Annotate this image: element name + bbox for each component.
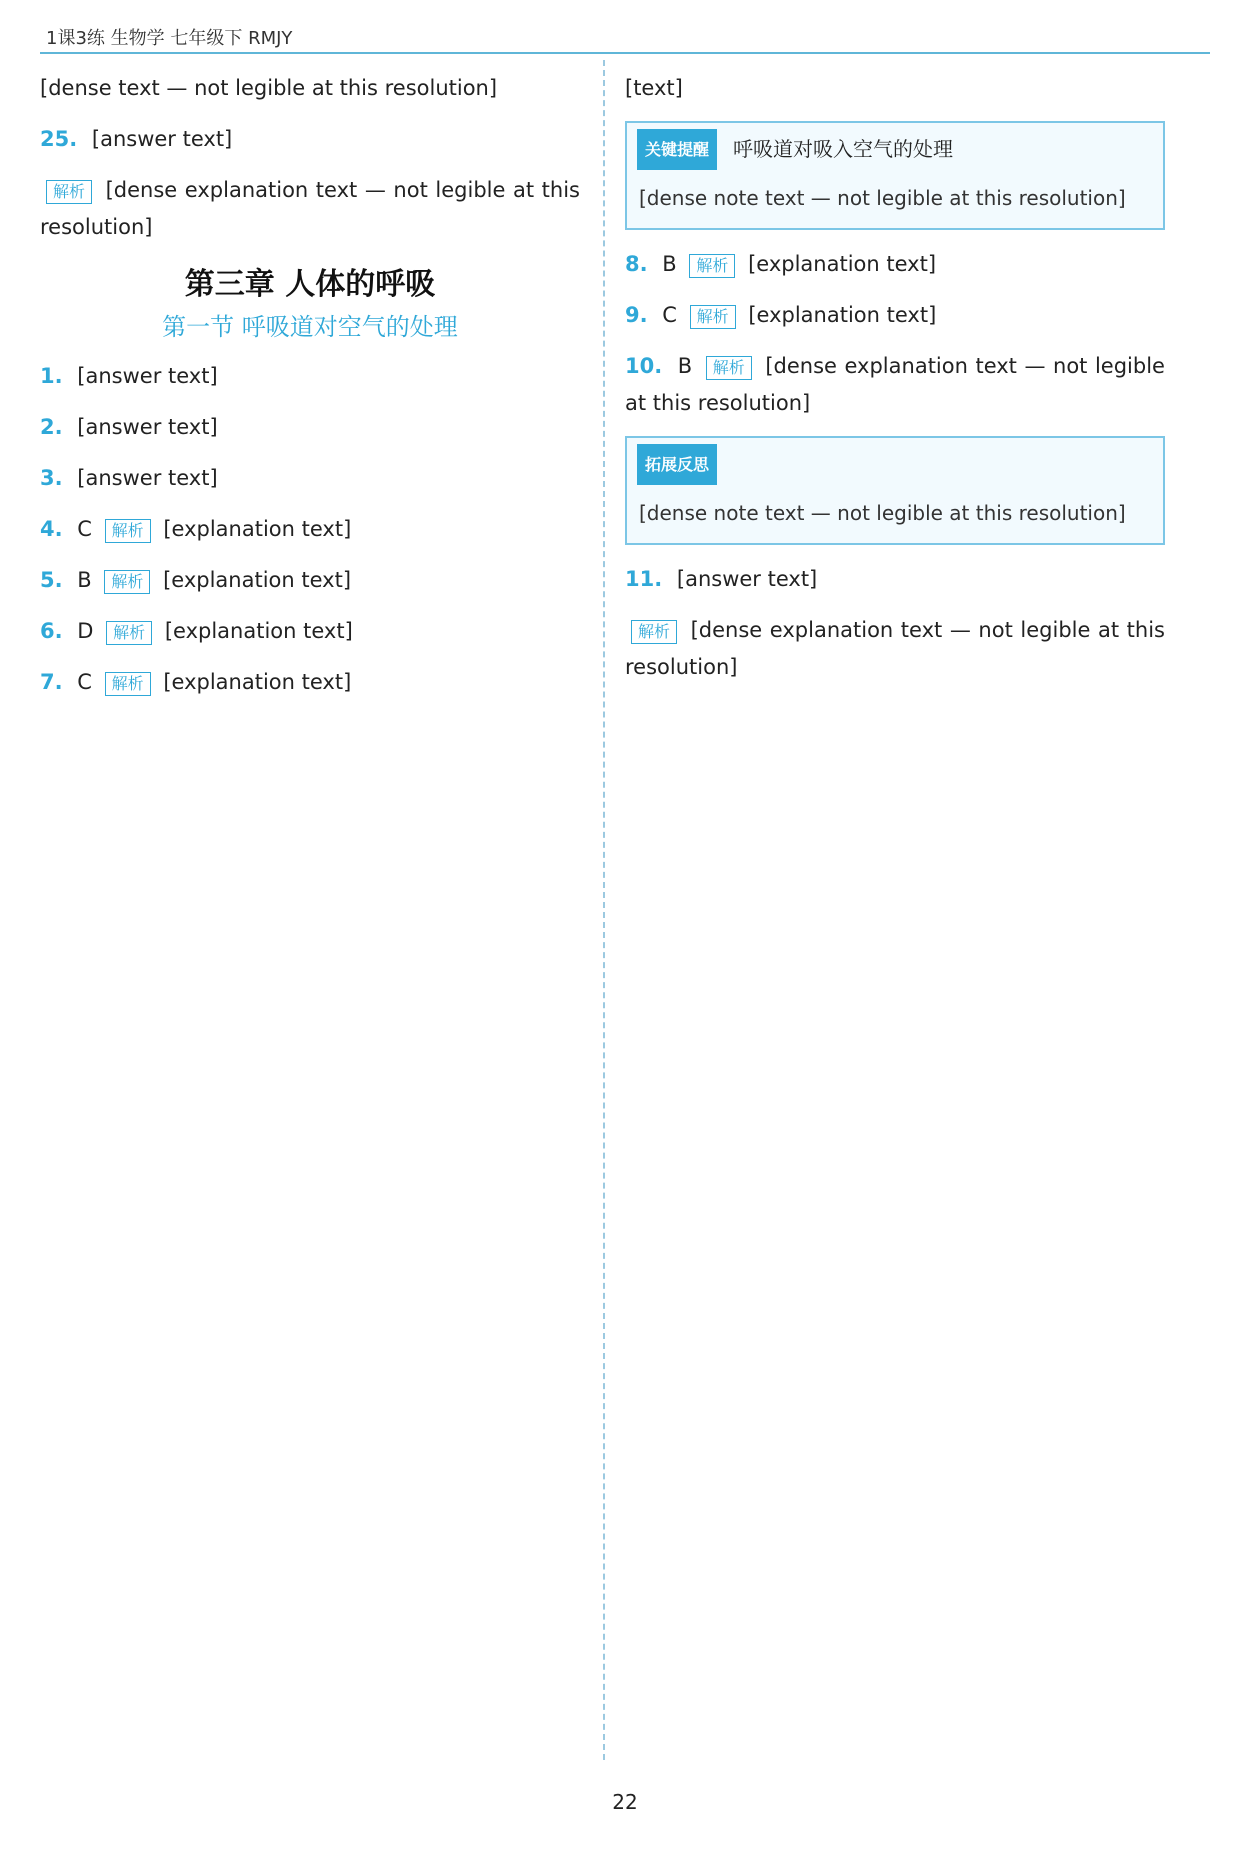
note-badge: 关键提醒 [637,129,717,170]
question-number: 3. [40,466,63,490]
question-3 [40,460,580,497]
question-number: 1. [40,364,63,388]
explanation-tag: 解析 [46,180,92,204]
section-title: 第一节 呼吸道对空气的处理 [162,313,458,341]
note-header [627,123,1163,176]
question-number: 4. [40,517,63,541]
question-number: 10. [625,354,663,378]
question-number: 11. [625,567,663,591]
explanation-text: [explanation text] [163,568,352,592]
explanation-tag: 解析 [106,621,152,645]
explanation-tag: 解析 [689,254,735,278]
explanation-tag: 解析 [631,620,677,644]
explanation-tag: 解析 [706,356,752,380]
answer-text: [answer text] [77,466,218,490]
explanation-tag: 解析 [105,519,151,543]
answer-letter: C [77,517,92,541]
question-9 [625,297,1165,334]
page-number: 22 [612,1790,638,1814]
explanation-11 [625,612,1165,686]
question-25 [40,121,580,158]
note-title: 呼吸道对吸入空气的处理 [733,137,954,161]
note-body: [dense note text — not legible at this resolution] [639,501,1126,525]
explanation-25 [40,172,580,246]
question-number: 7. [40,670,63,694]
answer-text: [answer text] [91,127,233,151]
answer-letter: C [77,670,92,694]
question-number: 6. [40,619,63,643]
question-number: 2. [40,415,63,439]
question-5 [40,562,580,599]
answer-letter: B [662,252,677,276]
question-number: 25. [40,127,78,151]
page-header [40,22,1210,54]
explanation-tag: 解析 [104,570,150,594]
extension-reflection-box [625,436,1165,545]
explanation-text: [explanation text] [163,517,352,541]
answer-text: [answer text] [676,567,818,591]
explanation-text: [explanation text] [748,303,937,327]
answer-text: [answer text] [77,415,218,439]
question-7 [40,664,580,701]
answer-text: [answer text] [77,364,218,388]
column-divider [603,60,605,1760]
continued-paragraph: [dense text — not legible at this resolution] [40,76,498,100]
continued-paragraph: [text] [625,76,683,100]
note-badge: 拓展反思 [637,444,717,485]
note-body: [dense note text — not legible at this resolution] [639,186,1126,210]
question-1 [40,358,580,395]
explanation-text: [dense explanation text — not legible at this resolution] [625,354,1165,415]
answer-letter: D [77,619,94,643]
explanation-text: [dense explanation text — not legible at this resolution] [625,618,1165,679]
question-11 [625,561,1165,598]
note-header [627,438,1163,491]
chapter-title: 第三章 人体的呼吸 [184,267,436,302]
right-column [625,70,1165,700]
explanation-text: [explanation text] [164,619,353,643]
question-number: 5. [40,568,63,592]
answer-letter: B [77,568,92,592]
answer-letter: B [677,354,693,378]
explanation-text: [dense explanation text — not legible at this resolution] [40,178,580,239]
header-text: 1课3练 生物学 七年级下 RMJY [46,28,293,49]
question-6 [40,613,580,650]
answer-letter: C [662,303,677,327]
question-2 [40,409,580,446]
question-4 [40,511,580,548]
question-number: 9. [625,303,648,327]
key-reminder-box [625,121,1165,230]
explanation-tag: 解析 [105,672,151,696]
explanation-text: [explanation text] [748,252,937,276]
explanation-text: [explanation text] [163,670,352,694]
question-8 [625,246,1165,283]
left-column [40,70,580,715]
explanation-tag: 解析 [690,305,736,329]
question-10 [625,348,1165,422]
question-number: 8. [625,252,648,276]
